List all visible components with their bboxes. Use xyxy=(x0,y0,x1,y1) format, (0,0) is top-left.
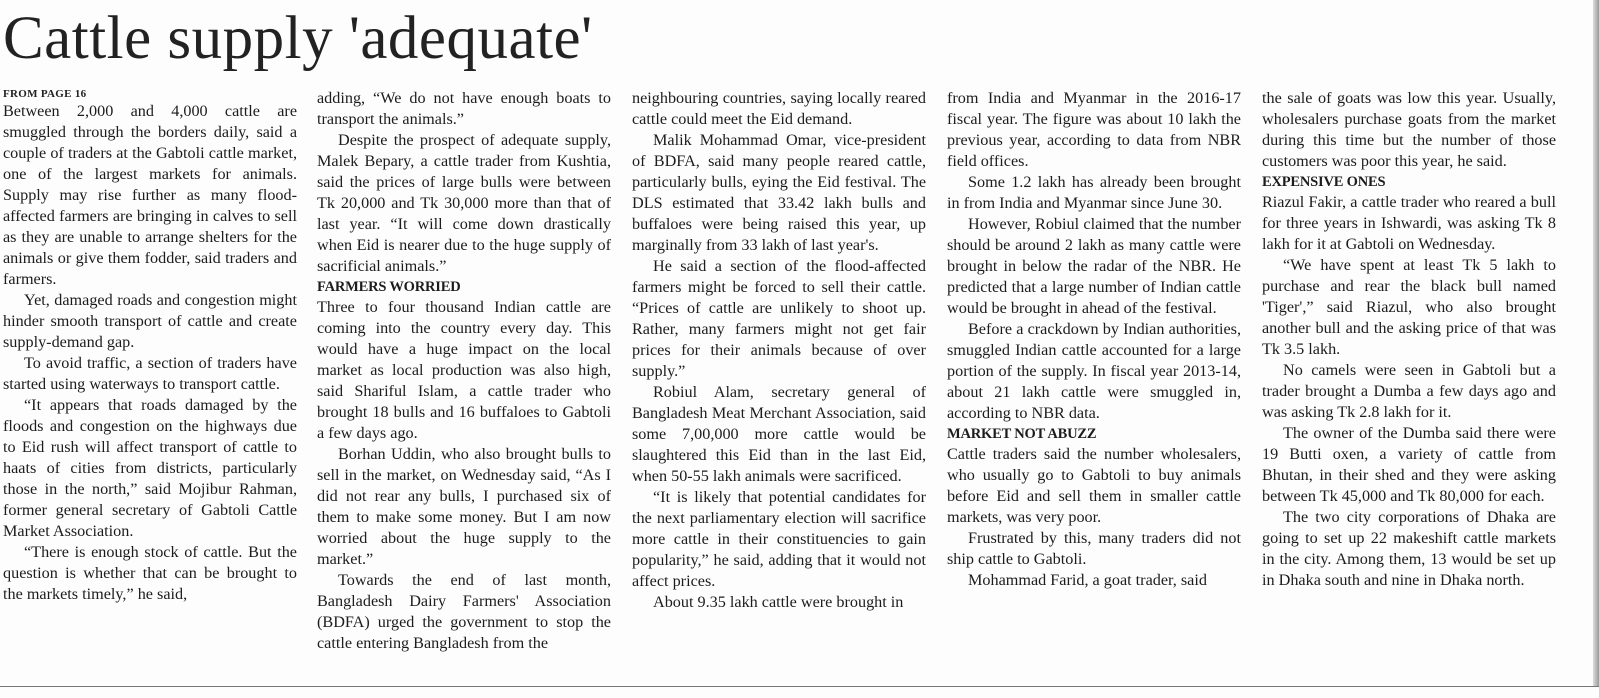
paragraph: Towards the end of last month, Bangladesh Dairy Farmers' Association (BDFA) urged the government to stop the cattle entering Bangladesh from the xyxy=(317,571,611,652)
column-1 xyxy=(3,88,297,680)
paragraph: Despite the prospect of adequate supply, Malek Bepary, a cattle trader from Kushtia, said the prices of large bulls were between Tk 20,000 and Tk 30,000 more than that of last year. “It will come down drastically when Eid is nearer due to the huge supply of sacrificial animals.” xyxy=(317,131,611,275)
paragraph: Robiul Alam, secretary general of Bangladesh Meat Merchant Association, said some 7,00,000 more cattle would be slaughtered this Eid than in the last Eid, when 50-55 lakh animals were sacrificed. xyxy=(632,383,926,485)
paragraph: adding, “We do not have enough boats to transport the animals.” xyxy=(317,89,611,128)
paragraph: Some 1.2 lakh has already been brought in from India and Myanmar since June 30. xyxy=(947,173,1241,212)
paragraph: “There is enough stock of cattle. But the question is whether that can be brought to the markets timely,” he said, xyxy=(3,543,297,603)
bottom-rule xyxy=(0,686,1599,687)
paragraph: Three to four thousand Indian cattle are coming into the country every day. This would have a huge impact on the local market as local production was also high, said Shariful Islam, a cattle trader who brought 18 bulls and 16 buffaloes to Gabtoli a few days ago. xyxy=(317,298,611,442)
column-4 xyxy=(947,88,1241,680)
subheading: MARKET NOT ABUZZ xyxy=(947,426,1097,442)
paragraph: Yet, damaged roads and congestion might hinder smooth transport of cattle and create supply-demand gap. xyxy=(3,291,297,351)
paragraph: “We have spent at least Tk 5 lakh to purchase and rear the black bull named 'Tiger',” said Riazul, who also brought another bull and the asking price of that was Tk 3.5 lakh. xyxy=(1262,256,1556,358)
paragraph: Borhan Uddin, who also brought bulls to sell in the market, on Wednesday said, “As I did not rear any bulls, I purchased six of them to make some money. But I am now worried about the huge supply to the market.” xyxy=(317,445,611,568)
column-3 xyxy=(632,88,926,680)
paragraph: Riazul Fakir, a cattle trader who reared a bull for three years in Ishwardi, was asking Tk 8 lakh for it at Gabtoli on Wednesday. xyxy=(1262,193,1556,253)
column-5 xyxy=(1262,88,1556,680)
paragraph: neighbouring countries, saying locally reared cattle could meet the Eid demand. xyxy=(632,89,926,128)
paragraph: About 9.35 lakh cattle were brought in xyxy=(653,593,904,611)
paragraph: He said a section of the flood-affected farmers might be forced to sell their cattle. “Prices of cattle are unlikely to shoot up. Rather, many farmers might not get fair prices for their animals because of over supply.” xyxy=(632,257,926,380)
paragraph: Between 2,000 and 4,000 cattle are smuggled through the borders daily, said a couple of traders at the Gabtoli cattle market, one of the largest markets for animals. Supply may rise further as many flood-affected farmers are bringing in calves to sell as they are unable to arrange shelters for the animals or give them fodder, said traders and farmers. xyxy=(3,102,297,288)
subheading: FARMERS WORRIED xyxy=(317,279,461,295)
paragraph: Mohammad Farid, a goat trader, said xyxy=(968,571,1207,589)
paragraph: The owner of the Dumba said there were 19 Butti oxen, a variety of cattle from Bhutan, in their shed and they were asking between Tk 45,000 and Tk 80,000 for each. xyxy=(1262,424,1556,505)
page-edge-shadow xyxy=(1593,0,1599,686)
paragraph: To avoid traffic, a section of traders have started using waterways to transport cattle. xyxy=(3,354,297,393)
paragraph: “It is likely that potential candidates for the next parliamentary election will sacrifice more cattle in their constituencies to gain popularity,” he said, adding that it would not affect prices. xyxy=(632,488,926,590)
paragraph: “It appears that roads damaged by the floods and congestion on the highways due to Eid rush will affect transport of cattle to haats of cities from districts, particularly those in the north,” said Mojibur Rahman, former general secretary of Gabtoli Cattle Market Association. xyxy=(3,396,297,540)
paragraph: Frustrated by this, many traders did not ship cattle to Gabtoli. xyxy=(947,529,1241,568)
paragraph: Malik Mohammad Omar, vice-president of BDFA, said many people reared cattle, particularly bulls, eying the Eid festival. The DLS estimated that 33.42 lakh bulls and buffaloes were being raised this year, up marginally from 33 lakh of last year's. xyxy=(632,131,926,254)
headline: Cattle supply 'adequate' xyxy=(3,5,593,72)
subheading: EXPENSIVE ONES xyxy=(1262,174,1386,190)
paragraph: The two city corporations of Dhaka are going to set up 22 makeshift cattle markets in the city. Among them, 13 would be set up in Dhaka south and nine in Dhaka north. xyxy=(1262,508,1556,589)
jump-line: FROM PAGE 16 xyxy=(3,88,87,100)
column-2 xyxy=(317,88,611,680)
paragraph: Cattle traders said the number wholesalers, who usually go to Gabtoli to buy animals before Eid and sell them in smaller cattle markets, was very poor. xyxy=(947,445,1241,526)
article-body xyxy=(0,88,1599,680)
paragraph: Before a crackdown by Indian authorities, smuggled Indian cattle accounted for a large portion of the supply. In fiscal year 2013-14, about 21 lakh cattle were smuggled in, according to NBR data. xyxy=(947,320,1241,422)
paragraph: the sale of goats was low this year. Usually, wholesalers purchase goats from the market during this time but the number of those customers was poor this year, he said. xyxy=(1262,89,1556,170)
paragraph: from India and Myanmar in the 2016-17 fiscal year. The figure was about 10 lakh the previous year, according to data from NBR field offices. xyxy=(947,89,1241,170)
paragraph: However, Robiul claimed that the number should be around 2 lakh as many cattle were brought in below the radar of the NBR. He predicted that a large number of Indian cattle would be brought in ahead of the festival. xyxy=(947,215,1241,317)
paragraph: No camels were seen in Gabtoli but a trader brought a Dumba a few days ago and was asking Tk 2.8 lakh for it. xyxy=(1262,361,1556,421)
